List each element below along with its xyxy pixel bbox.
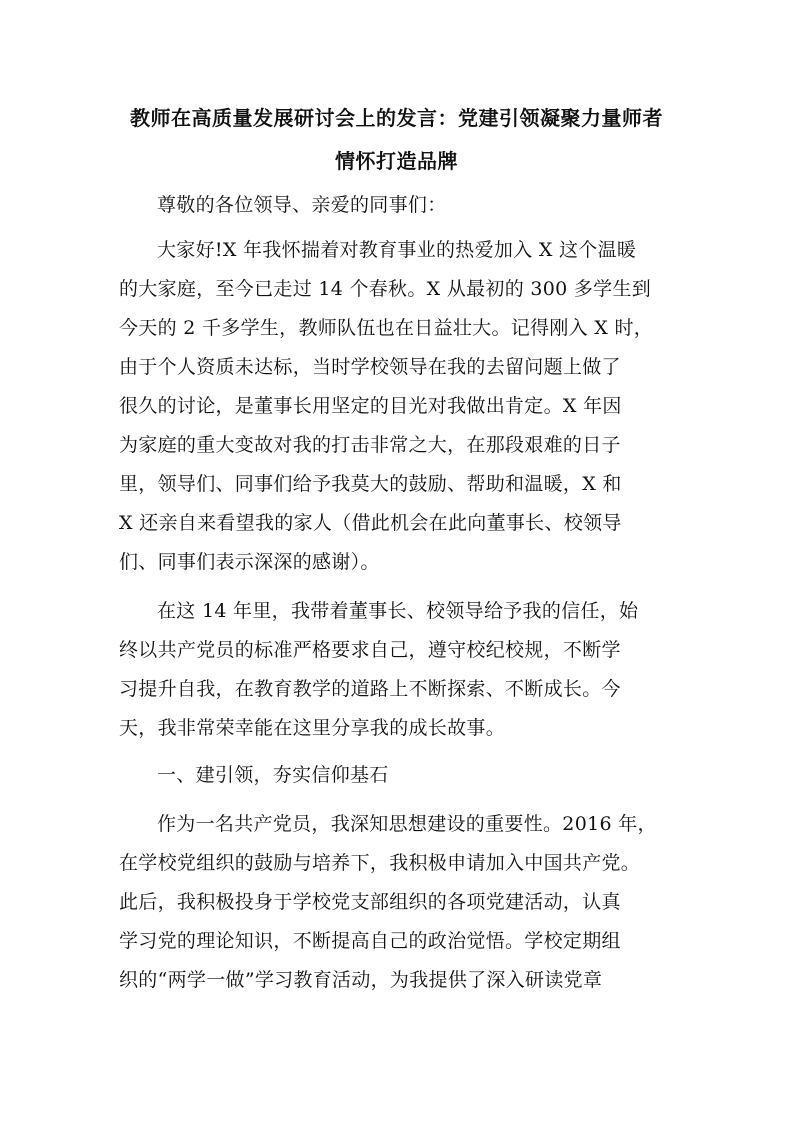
paragraph-line: 在这 14 年里，我带着董事长、校领导给予我的信任，始 (157, 600, 639, 622)
paragraph-line: 天，我非常荣幸能在这里分享我的成长故事。 (119, 717, 506, 739)
paragraph-line: 作为一名共产党员，我深知思想建设的重要性。2016 年， (157, 813, 657, 835)
paragraph-line: 的大家庭，至今已走过 14 个春秋。X 从最初的 300 多学生到 (119, 278, 652, 300)
section-heading: 一、建引领，夯实信仰基石 (157, 764, 389, 786)
paragraph-line: 为家庭的重大变故对我的打击非常之大，在那段艰难的日子 (119, 434, 621, 456)
paragraph-line: 由于个人资质未达标，当时学校领导在我的去留问题上做了 (119, 356, 621, 378)
paragraph-line: 终以共产党员的标准严格要求自己，遵守校纪校规，不断学 (119, 639, 621, 661)
paragraph-line: 今天的 2 千多学生，教师队伍也在日益壮大。记得刚入 X 时， (119, 317, 654, 339)
document-title-line-2: 情怀打造品牌 (335, 149, 458, 173)
paragraph-line: 织的“两学一做”学习教育活动，为我提供了深入研读党章 (119, 969, 603, 991)
paragraph-line: X 还亲自来看望我的家人（借此机会在此向董事长、校领导 (119, 512, 622, 534)
document-title-line-1: 教师在高质量发展研讨会上的发言：党建引领凝聚力量师者 (130, 106, 663, 130)
paragraph-line: 学习党的理论知识，不断提高自己的政治觉悟。学校定期组 (119, 930, 621, 952)
paragraph-line: 很久的讨论，是董事长用坚定的目光对我做出肯定。X 年因 (119, 395, 622, 417)
paragraph-line: 大家好!X 年我怀揣着对教育事业的热爱加入 X 这个温暖 (157, 239, 637, 261)
paragraph-line: 此后，我积极投身于学校党支部组织的各项党建活动，认真 (119, 891, 621, 913)
paragraph-line: 在学校党组织的鼓励与培养下，我积极申请加入中国共产党。 (119, 852, 641, 874)
paragraph-line: 里，领导们、同事们给予我莫大的鼓励、帮助和温暖，X 和 (119, 473, 622, 495)
salutation: 尊敬的各位领导、亲爱的同事们： (157, 194, 447, 216)
paragraph-line: 习提升自我，在教育教学的道路上不断探索、不断成长。今 (119, 678, 621, 700)
paragraph-line: 们、同事们表示深深的感谢）。 (119, 551, 380, 573)
